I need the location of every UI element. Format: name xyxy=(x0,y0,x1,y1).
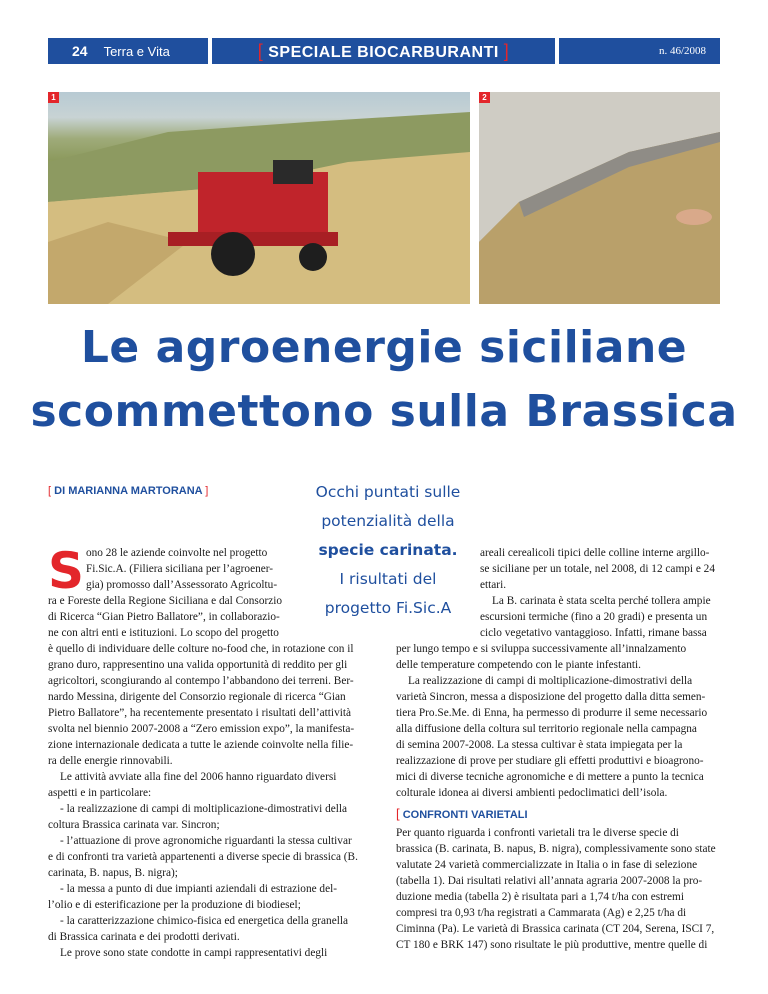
harvester-illustration xyxy=(48,92,470,304)
harvester-cab xyxy=(273,160,313,184)
text-line: Fi.Sic.A. (Filiera siciliana per l’agroener- xyxy=(86,563,274,575)
text-line: svolta nel biennio 2007-2008 a “Zero emission expo”, la manifesta- xyxy=(48,723,355,735)
text-line: coltura Brassica carinata var. Sincron; xyxy=(48,819,220,831)
text-line: varietà Sincron, messa a disposizione del progetto dalla ditta semen- xyxy=(396,691,706,703)
text-line: ne con altri enti e istituzioni. Lo scopo del progetto xyxy=(48,627,279,639)
text-line: Pietro Ballatore”, ha recentemente presentato i risultati dell’attività xyxy=(48,707,352,719)
text-line: di Brassica carinata e dei prodotti derivati. xyxy=(48,931,240,943)
text-line: Le attività avviate alla fine del 2006 hanno riguardato diversi xyxy=(60,771,337,783)
text-line: Le prove sono state condotte in campi rappresentativi degli xyxy=(60,947,328,959)
text-line: agricoltori, scongiurando al contempo l’abbandono dei terreni. Ber- xyxy=(48,675,354,687)
text-line: escursioni termiche (fino a 20 gradi) e presenta un xyxy=(480,611,708,623)
header-right-bar xyxy=(559,38,720,64)
text-line: e di confronti tra varietà appartenenti a diverse specie di brassica (B. xyxy=(48,851,358,863)
text-line: alla diffusione della coltura sul territorio regionale nella campagna xyxy=(396,723,697,735)
issue-number: n. 46/2008 xyxy=(658,45,706,57)
page-number: 24 xyxy=(72,43,88,59)
author-name: MARIANNA MARTORANA xyxy=(68,485,203,497)
bracket-left: [ xyxy=(257,41,264,61)
text-line: CT 180 e BRK 147) sono risultate le più produttive, mentre quelle di xyxy=(396,939,708,951)
pullquote-line: specie carinata. xyxy=(318,541,458,559)
text-line: aspetti e in particolare: xyxy=(48,787,152,799)
bracket-left: [ xyxy=(396,806,400,821)
text-line: Ciminna (Pa). Le varietà di Brassica carinata (CT 204, Serena, ISCI 7, xyxy=(396,923,715,935)
text-line: gia) promosso dall’Assessorato Agricoltu- xyxy=(86,579,278,591)
text-line: ettari. xyxy=(480,579,507,591)
text-line: Per quanto riguarda i confronti varietali tra le diverse specie di xyxy=(396,827,679,839)
text-line: di Ricerca “Gian Pietro Ballatore”, in collaborazio- xyxy=(48,611,280,623)
text-line: - l’attuazione di prove agronomiche riguardanti la stessa cultivar xyxy=(60,835,352,847)
photo-harvester xyxy=(48,92,470,304)
silo-illustration xyxy=(479,92,720,304)
section-heading xyxy=(396,806,528,821)
section-heading-text: CONFRONTI VARIETALI xyxy=(402,809,528,821)
text-line: La B. carinata è stata scelta perché tollera ampie xyxy=(492,595,711,607)
text-line: tiera Pro.Se.Me. di Enna, ha permesso di produrre il seme necessario xyxy=(396,707,708,719)
photo-grain-silo xyxy=(479,92,720,304)
text-line: - la realizzazione di campi di moltiplicazione-dimostrativi della xyxy=(60,803,348,815)
text-line: mici di diverse tecniche agronomiche e di mettere a punto la tecnica xyxy=(396,771,704,783)
text-line: duzione media (tabella 2) è risultata pari a 1,74 t/ha con estremi xyxy=(396,891,684,903)
text-line: valutate 24 varietà commercializzate in Italia o in fase di selezione xyxy=(396,859,698,871)
article-title-line2: scommettono sulla Brassica xyxy=(30,386,738,437)
text-line: delle temperature competendo con le piante infestanti. xyxy=(396,659,641,671)
byline-prefix: DI xyxy=(54,485,66,497)
byline xyxy=(48,485,208,497)
pull-quote xyxy=(296,478,480,623)
text-line: se siciliane per un totale, nel 2008, di 12 campi e 24 xyxy=(480,563,715,575)
text-line: compresi tra 0,93 t/ha registrati a Cammarata (Ag) e 2,25 t/ha di xyxy=(396,907,687,919)
text-line: nardo Messina, dirigente del Consorzio regionale di ricerca “Gian xyxy=(48,691,346,703)
text-line: colturale idonea ai diversi ambienti pedoclimatici dell’isola. xyxy=(396,787,668,799)
pullquote-line: I risultati del xyxy=(339,570,437,588)
section-banner xyxy=(212,38,555,64)
photo-badge-2: 2 xyxy=(479,92,490,103)
section-title: SPECIALE BIOCARBURANTI xyxy=(268,44,499,61)
text-line: brassica (B. carinata, B. napus, B. nigra), complessivamente sono state xyxy=(396,843,716,855)
photo-badge-1: 1 xyxy=(48,92,59,103)
text-line: realizzazione di prove per studiare gli effetti produttivi e bioagrono- xyxy=(396,755,704,767)
hand xyxy=(676,209,712,225)
pullquote-line: Occhi puntati sulle xyxy=(315,483,461,501)
harvester-wheel-rear xyxy=(299,243,327,271)
bracket-right: ] xyxy=(503,41,510,61)
text-line: è quello di individuare delle colture no-food che, in rotazione con il xyxy=(48,643,354,655)
bracket-left: [ xyxy=(48,485,52,497)
text-line: ra e Foreste della Regione Siciliana e dal Consorzio xyxy=(48,595,283,607)
text-line: zione internazionale dedicata a tutte le aziende coinvolte nella filie- xyxy=(48,739,354,751)
text-line: grano duro, rappresentino una valida opportunità di reddito per gli xyxy=(48,659,348,671)
drop-cap: S xyxy=(48,542,85,600)
text-line: ra delle energie rinnovabili. xyxy=(48,755,173,767)
text-line: (tabella 1). Dai risultati relativi all’annata agraria 2007-2008 la pro- xyxy=(396,875,703,887)
text-line: l’olio e di esterificazione per la produzione di biodiesel; xyxy=(48,899,301,911)
text-line: carinata, B. napus, B. nigra); xyxy=(48,867,178,879)
text-line: ciclo vegetativo vantaggioso. Infatti, rimane bassa xyxy=(480,627,707,639)
text-line: di semina 2007-2008. La stessa cultivar è stata impiegata per la xyxy=(396,739,683,751)
header-left-bar xyxy=(48,38,208,64)
text-line: - la caratterizzazione chimico-fisica ed energetica della granella xyxy=(60,915,348,927)
text-line: La realizzazione di campi di moltiplicazione-dimostrativi della xyxy=(408,675,693,687)
magazine-name: Terra e Vita xyxy=(103,44,170,59)
bracket-right: ] xyxy=(205,485,209,497)
text-line: areali cerealicoli tipici delle colline interne argillo- xyxy=(480,547,710,559)
text-line: per lungo tempo e si sviluppa successivamente all’innalzamento xyxy=(396,643,687,655)
harvester-wheel-front xyxy=(211,232,255,276)
text-line: - la messa a punto di due impianti aziendali di estrazione del- xyxy=(60,883,337,895)
text-line: ono 28 le aziende coinvolte nel progetto xyxy=(86,547,268,559)
pullquote-line: progetto Fi.Sic.A xyxy=(324,599,452,617)
pullquote-line: potenzialità della xyxy=(321,512,455,530)
article-title-line1: Le agroenergie siciliane xyxy=(80,322,688,373)
